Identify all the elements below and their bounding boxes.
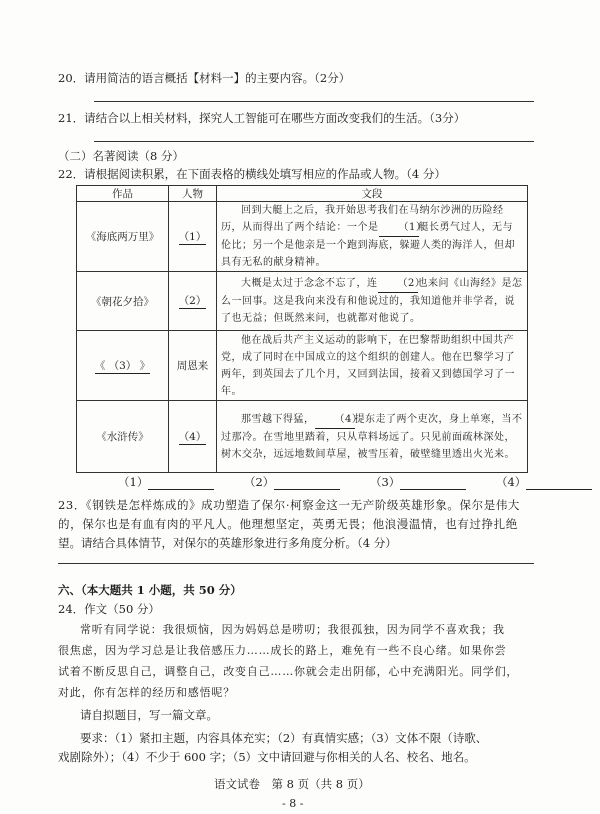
answer-blank-3[interactable] bbox=[400, 475, 466, 490]
passage-cell: 回到大艇上之后，我开始思考我们在马纳尔沙洲的历险经历，从而得出了两个结论：一个是 （1）艇长勇气过人，无与伦比；另一个是他亲是一个跑到海底，躲避人类的海洋人，但却具有无私的献身精神。 bbox=[217, 202, 528, 272]
person-blank[interactable]: （1） bbox=[178, 230, 207, 243]
passage-blank: （1） bbox=[379, 219, 419, 237]
essay-requirement-line: 要求：（1）紧扣主题，内容具体充实；（2）有真情实感；（3）文体不限（诗歌、 bbox=[80, 731, 488, 745]
page-footer: 语文试卷 第 8 页（共 8 页） bbox=[214, 777, 370, 791]
question-23-line: 的，保尔也是有血有肉的平凡人。他理想坚定，英勇无畏；他浪漫温情，也有过挣扎绝 bbox=[58, 517, 518, 531]
work-cell: 《水浒传》 bbox=[77, 401, 169, 473]
answer-line-21[interactable] bbox=[94, 141, 534, 142]
person-cell: 周恩来 bbox=[169, 331, 217, 401]
works-table bbox=[76, 185, 528, 473]
essay-requirement-line: 戏剧除外）；（4）不少于 600 字；（5）文中请回避与你相关的人名、校名、地名。 bbox=[58, 750, 476, 764]
question-24: 24．作文（50 分） bbox=[58, 602, 160, 616]
answer-line-23[interactable] bbox=[58, 563, 534, 564]
person-blank[interactable]: （2） bbox=[178, 295, 207, 307]
essay-instruction: 请自拟题目，写一篇文章。 bbox=[80, 708, 218, 722]
person-blank[interactable]: （4） bbox=[178, 430, 207, 443]
answer-blank-1[interactable] bbox=[148, 475, 214, 490]
essay-prompt-line: 常听有同学说：我很烦恼，因为妈妈总是唠叨；我很孤独，因为同学不喜欢我；我 bbox=[80, 623, 505, 636]
page-number: - 8 - bbox=[282, 797, 304, 810]
section-reading-heading: （二）名著阅读（8 分） bbox=[58, 149, 184, 163]
question-23-line: 望。请结合具体情节，对保尔的英雄形象进行多角度分析。（4 分） bbox=[58, 536, 397, 550]
section-6-heading: 六、（本大题共 1 小题，共 50 分） bbox=[58, 583, 242, 597]
question-23-line: 23．《钢铁是怎样炼成的》成功塑造了保尔·柯察金这一无产阶级英雄形象。保尔是伟大 bbox=[58, 498, 521, 512]
passage-cell: 大概是太过于念念不忘了，连 （2）也来问《山海经》是怎么一回事。这是我向来没有和他说过的，我知道他并非学者，说了也无益；但既然来问，也就都对他说了。 bbox=[217, 272, 528, 331]
answer-line-20[interactable] bbox=[94, 101, 534, 102]
header-work: 作品 bbox=[77, 186, 169, 202]
question-22: 22．请根据阅读积累，在下面表格的横线处填写相应的作品或人物。（4 分） bbox=[58, 167, 446, 181]
answer-blanks: （1） （2） （3） （4） bbox=[118, 474, 592, 490]
question-20: 20．请用简洁的语言概括【材料一】的主要内容。（2分） bbox=[58, 71, 351, 85]
question-21: 21．请结合以上相关材料，探究人工智能可在哪些方面改变我们的生活。（3分） bbox=[58, 111, 466, 125]
passage-blank: （4） bbox=[315, 411, 355, 429]
essay-prompt-line: 很焦虑，因为学习总是让我倍感压力……成长的路上，难免有一些不良心绪。如果你尝 bbox=[58, 644, 507, 657]
header-passage: 文段 bbox=[217, 186, 528, 202]
work-cell: 《海底两万里》 bbox=[77, 202, 169, 272]
work-blank[interactable]: 《 （3） 》 bbox=[94, 359, 151, 372]
passage-blank: （2） bbox=[378, 275, 418, 293]
answer-blank-2[interactable] bbox=[274, 475, 340, 490]
essay-prompt-line: 试着不断反思自己，调整自己，改变自己……你就会走出阴郁，心中充满阳光。同学们， bbox=[58, 665, 519, 678]
passage-cell: 他在战后共产主义运动的影响下，在巴黎帮助组织中国共产党，成了同时在中国成立的这个组织的创建人。他在巴黎学习了两年，到英国去了几个月，又回到法国，接着又到德国学习了一年。 bbox=[217, 331, 528, 401]
passage-cell: 那雪越下得猛， （4）提东走了两个吏次，身上单寒，当不过那冷。在雪地里踏着，只从草料场远了。只见前面疏林深处，树木交杂，远远地数间草屋，被雪压着，破壁缝里透出火光来。 bbox=[217, 401, 528, 473]
header-person: 人物 bbox=[169, 186, 217, 202]
essay-prompt-line: 对此，你有怎样的经历和感悟呢？ bbox=[58, 686, 235, 699]
answer-blank-4[interactable] bbox=[526, 475, 592, 490]
work-cell: 《朝花夕拾》 bbox=[77, 272, 169, 331]
